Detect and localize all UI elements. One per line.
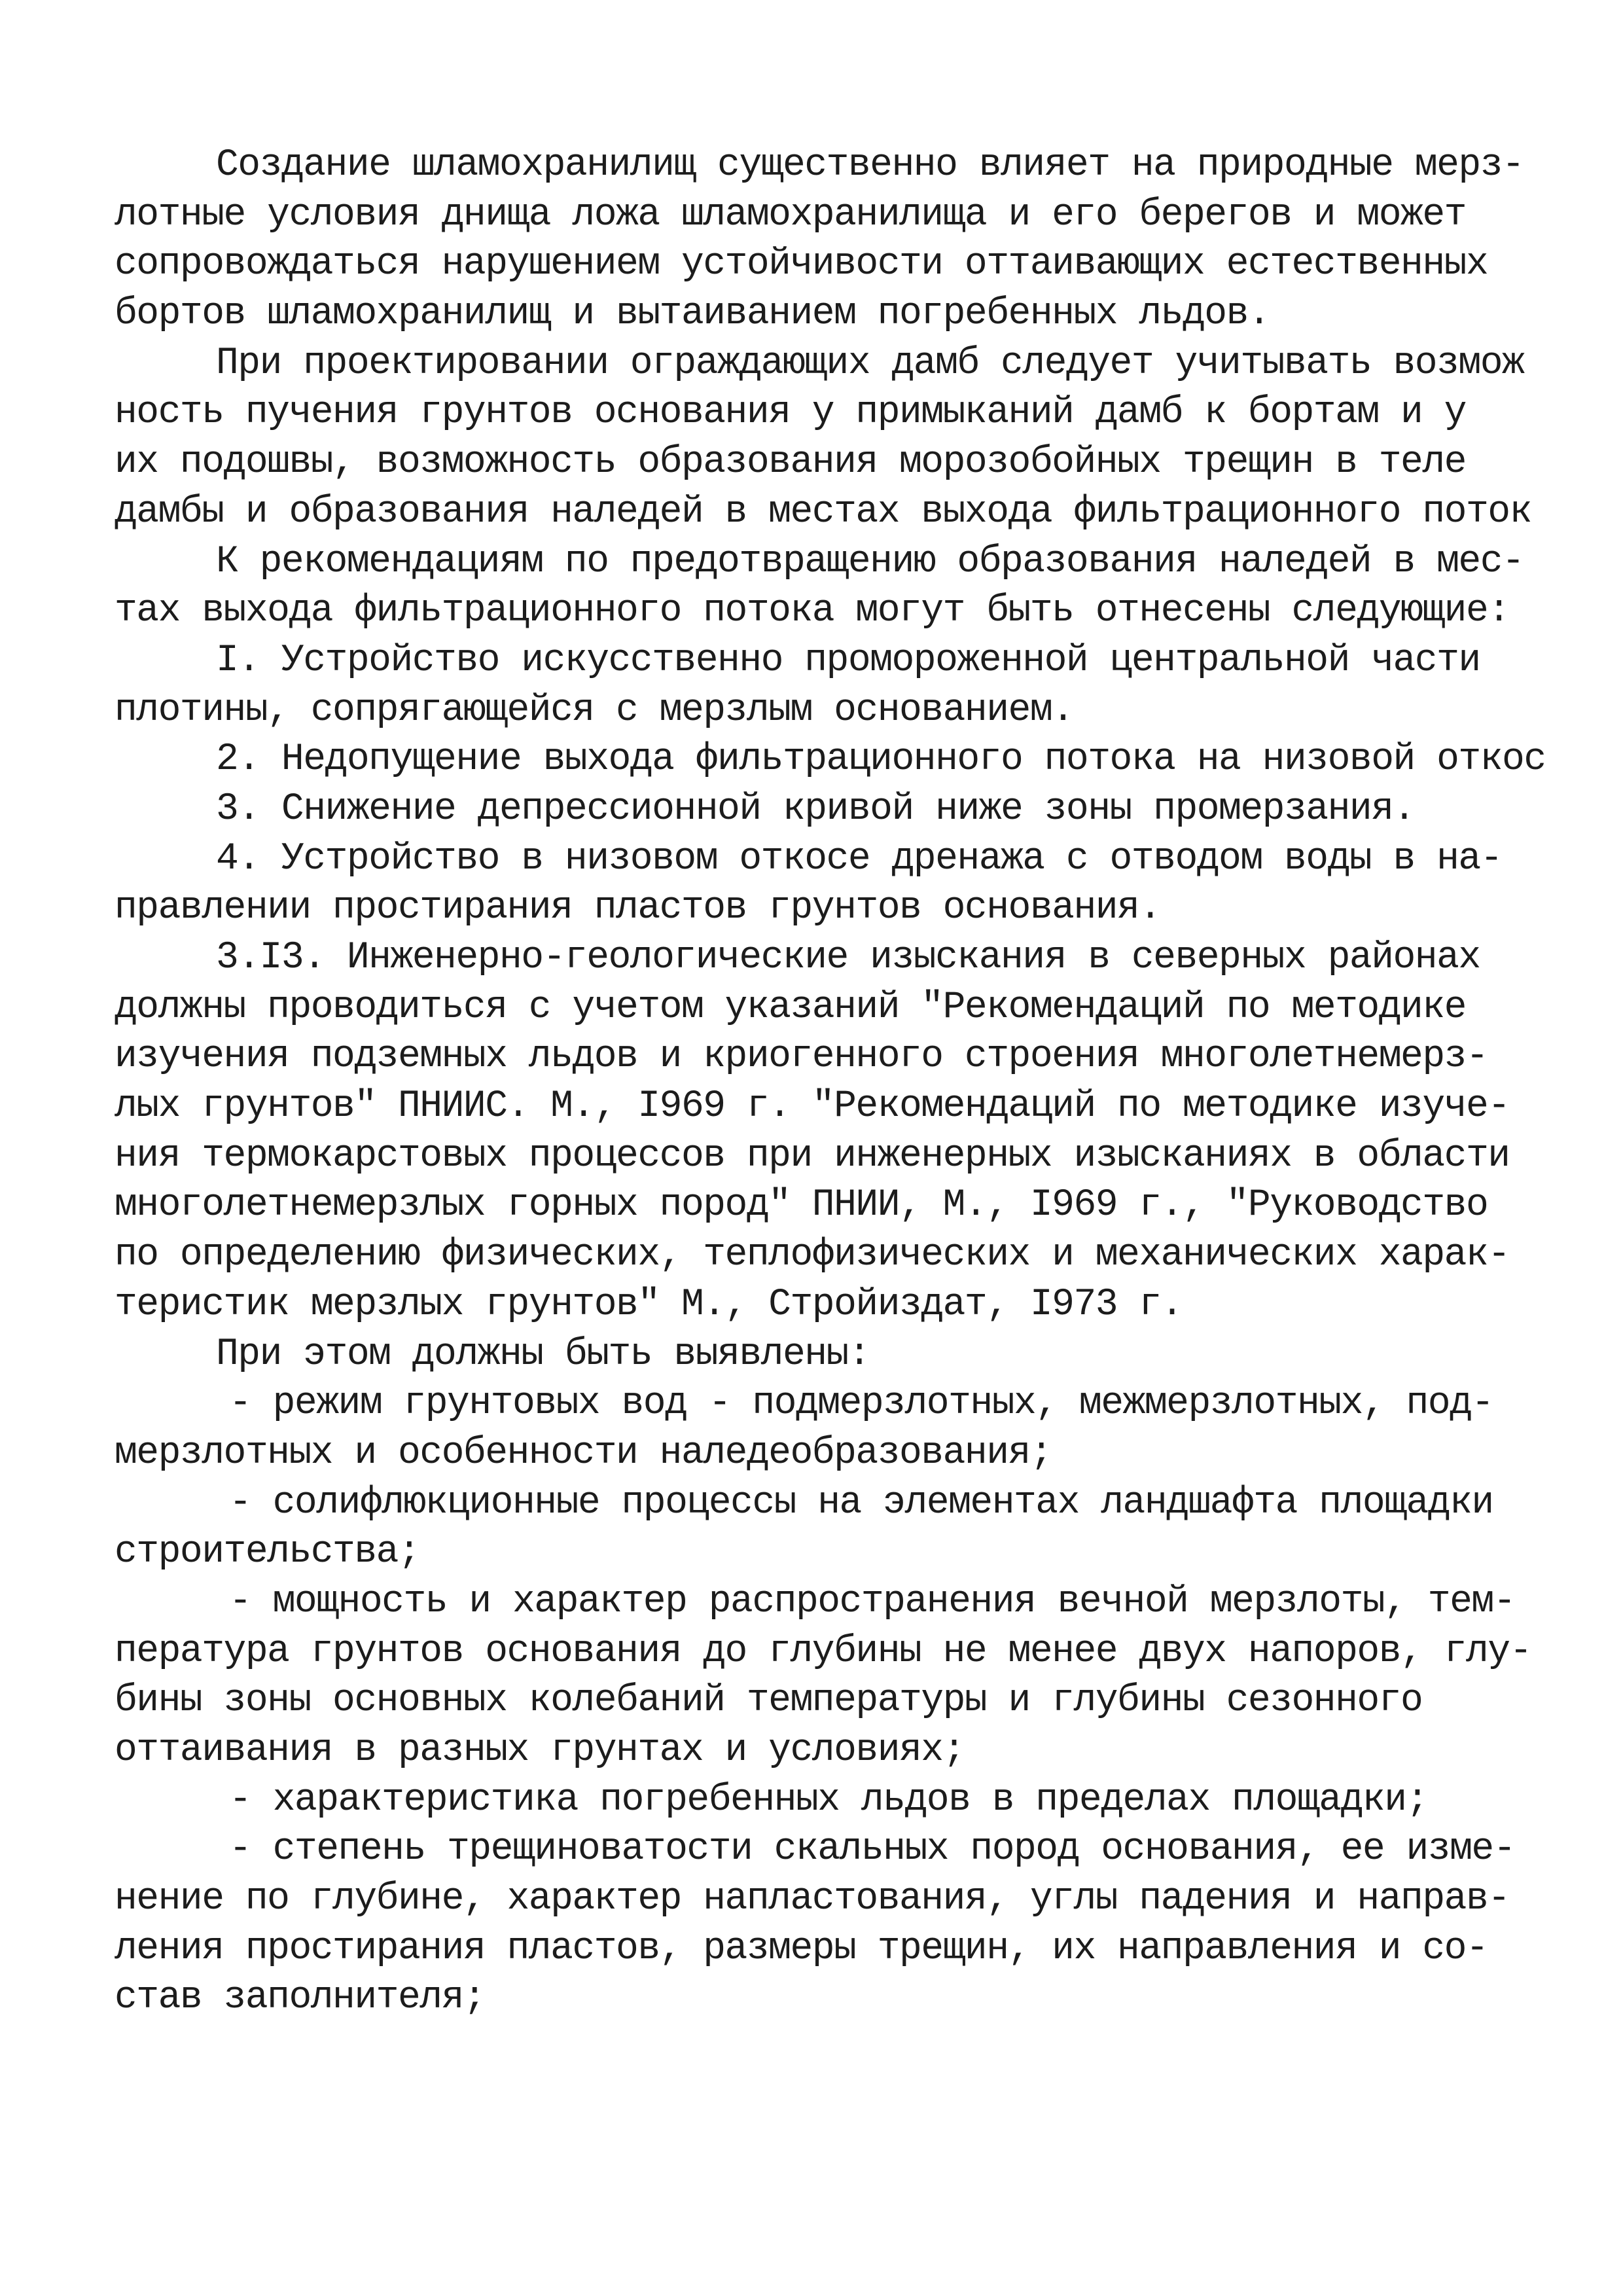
text-line: став заполнителя;: [115, 1977, 486, 2020]
text-line: строительства;: [115, 1531, 420, 1574]
text-line: должны проводиться с учетом указаний "Рекомендаций по методике: [115, 986, 1466, 1029]
text-line: 2. Недопущение выхода фильтрационного потока на низовой откос: [216, 738, 1546, 781]
text-line: пература грунтов основания до глубины не менее двух напоров, глу-: [115, 1630, 1531, 1673]
text-line: ность пучения грунтов основания у примыканий дамб к бортам и у: [115, 391, 1466, 435]
text-line: При этом должны быть выявлены:: [216, 1333, 870, 1376]
text-line: 4. Устройство в низовом откосе дренажа с отводом воды в на-: [216, 837, 1503, 880]
text-line: бортов шламохранилищ и вытаиванием погребенных льдов.: [115, 293, 1270, 336]
text-line: Создание шламохранилищ существенно влияет на природные мерз-: [216, 144, 1524, 187]
text-line: многолетнемерзлых горных пород" ПНИИ, М., I969 г., "Руководство: [115, 1184, 1488, 1227]
text-line: по определению физических, теплофизических и механических харак-: [115, 1234, 1510, 1277]
text-line: бины зоны основных колебаний температуры и глубины сезонного: [115, 1679, 1423, 1723]
text-line: I. Устройство искусственно промороженной центральной части: [216, 639, 1480, 682]
text-line: изучения подземных льдов и криогенного строения многолетнемерз-: [115, 1035, 1488, 1079]
text-line: ния термокарстовых процессов при инженерных изысканиях в области: [115, 1134, 1510, 1177]
list-item: - степень трещиноватости скальных пород основания, ее изме-: [229, 1828, 1516, 1871]
text-line: К рекомендациям по предотвращению образования наледей в мес-: [216, 540, 1524, 583]
text-line: лотные условия днища ложа шламохранилища и его берегов и может: [115, 193, 1466, 236]
text-line: правлении простирания пластов грунтов основания.: [115, 887, 1161, 930]
text-line: ления простирания пластов, размеры трещин, их направления и со-: [115, 1927, 1488, 1970]
text-line: их подошвы, возможность образования морозобойных трещин в теле: [115, 441, 1466, 484]
text-line: тах выхода фильтрационного потока могут быть отнесены следующие:: [115, 590, 1510, 633]
text-line: 3.I3. Инженерно-геологические изыскания в северных районах: [216, 937, 1480, 979]
text-line: лых грунтов" ПНИИС. М., I969 г. "Рекомендаций по методике изуче-: [115, 1085, 1510, 1128]
text-line: 3. Снижение депрессионной кривой ниже зоны промерзания.: [216, 787, 1415, 831]
document-page: [115, 141, 1546, 2023]
list-item: - характеристика погребенных льдов в пределах площадки;: [229, 1778, 1428, 1821]
text-line: оттаивания в разных грунтах и условиях;: [115, 1729, 965, 1772]
text-line: дамбы и образования наледей в местах выхода фильтрационного поток: [115, 490, 1531, 533]
text-line: нение по глубине, характер напластования, углы падения и направ-: [115, 1878, 1510, 1921]
text-line: мерзлотных и особенности наледеобразования;: [115, 1431, 1052, 1475]
text-line: сопровождаться нарушением устойчивости оттаивающих естественных: [115, 243, 1488, 286]
text-line: При проектировании ограждающих дамб следует учитывать возмож: [216, 342, 1524, 385]
text-line: теристик мерзлых грунтов" М., Стройиздат, I973 г.: [115, 1283, 1183, 1326]
list-item: - мощность и характер распространения вечной мерзлоты, тем-: [229, 1580, 1516, 1623]
text-line: плотины, сопрягающейся с мерзлым основанием.: [115, 689, 1074, 732]
list-item: - солифлюкционные процессы на элементах ландшафта площадки: [229, 1481, 1493, 1524]
list-item: - режим грунтовых вод - подмерзлотных, межмерзлотных, под-: [229, 1382, 1493, 1426]
